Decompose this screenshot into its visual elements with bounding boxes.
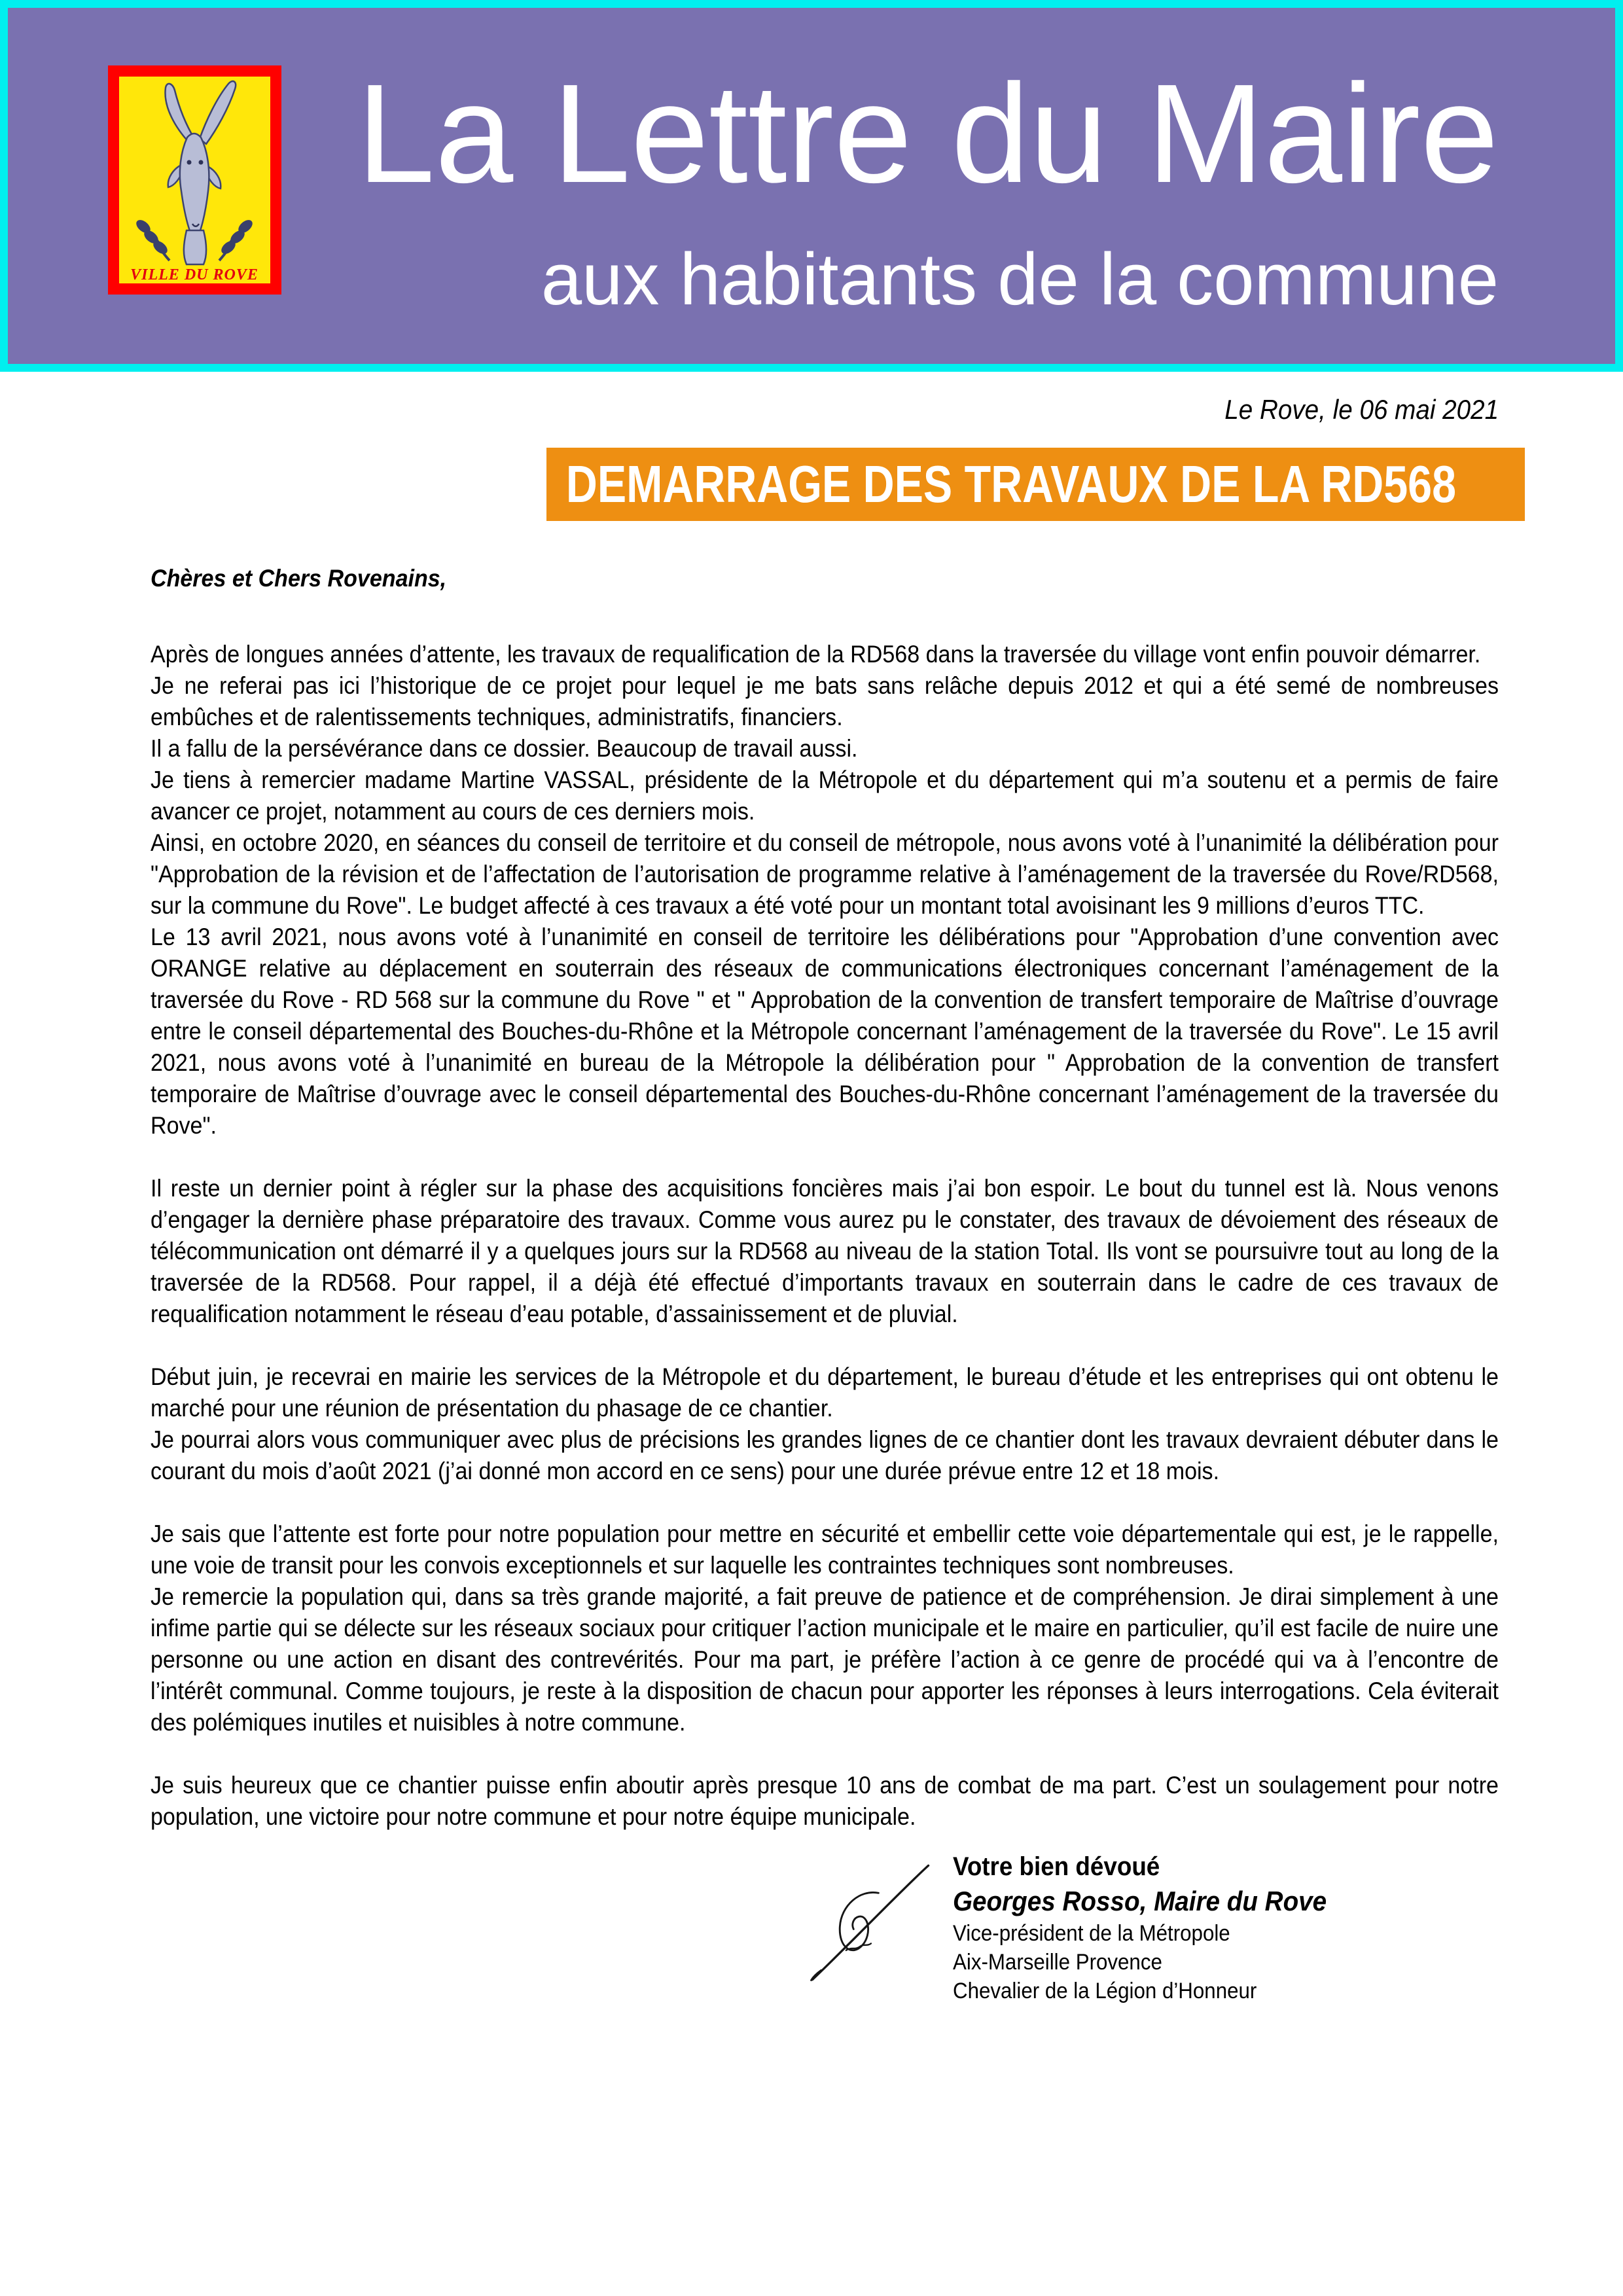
goat-head-emblem-icon [108, 65, 281, 295]
logo-caption: VILLE DU ROVE [130, 266, 259, 283]
letter-paragraph: Début juin, je recevrai en mairie les services de la Métropole et du département, le bureau d’étude et les entreprises qui ont obtenu le marché pour une réunion de présentation du phasage de ce chantier. [151, 1363, 1499, 1422]
letter-paragraph: Je pourrai alors vous communiquer avec plus de précisions les grandes lignes de ce chantier dont les travaux devraient débuter dans le courant du mois d’août 2021 (j’ai donné mon accord en ce sens) pour une durée prévue entre 12 et 18 mois. [151, 1426, 1499, 1484]
signature-title: Vice-président de la Métropole [953, 1921, 1230, 1946]
letter-paragraph: Je ne referai pas ici l’historique de ce projet pour lequel je me bats sans relâche depuis 2012 et qui a été semé de nombreuses embûches et de ralentissements techniques, administratifs, financiers. [151, 672, 1499, 730]
date-line: Le Rove, le 06 mai 2021 [1224, 394, 1499, 425]
paragraph-block [151, 1173, 1499, 1330]
newsletter-title: La Lettre du Maire [357, 54, 1499, 212]
letter-paragraph: Il reste un dernier point à régler sur la phase des acquisitions foncières mais j’ai bon espoir. Le bout du tunnel est là. Nous venons d’engager la dernière phase préparatoire des travaux. Comme vous aurez pu le constater, des travaux de dévoiement des réseaux de télécommunication ont démarré il y a quelques jours sur la RD568 au niveau de la station Total. Ils vont se poursuivre tout au long de la traversée de la RD568. Pour rappel, il a déjà été effectué d’importants travaux en souterrain dans le cadre de ces travaux de requalification notamment le réseau d’eau potable, d’assainissement et de pluvial. [151, 1175, 1499, 1327]
letter-body [0, 394, 1623, 2005]
letter-paragraph: Ainsi, en octobre 2020, en séances du conseil de territoire et du conseil de métropole, nous avons voté à l’unanimité la délibération pour "Approbation de la révision et de l’affectation de l’autorisation de programme relative à l’aménagement de la traversée du Rove/RD568, sur la commune du Rove". Le budget affecté à ces travaux a été voté pour un montant total avoisinant les 9 millions d’euros TTC. [151, 829, 1499, 919]
letter-paragraph: Je suis heureux que ce chantier puisse enfin aboutir après presque 10 ans de combat de ma part. C’est un soulagement pour notre population, une victoire pour notre commune et pour notre équipe municipale. [151, 1772, 1499, 1830]
handwritten-signature-icon [805, 1854, 936, 1991]
paragraph-block [151, 639, 1499, 1141]
signature-name: Georges Rosso, Maire du Rove [953, 1886, 1327, 1916]
header-banner [0, 0, 1623, 372]
paragraph-block [151, 1361, 1499, 1487]
letter-paragraph: Je remercie la population qui, dans sa très grande majorité, a fait preuve de patience et de compréhension. Je dirai simplement à une infime partie qui se délecte sur les réseaux sociaux pour critiquer l’action municipale et le maire en particulier, qu’il est facile de nuire une personne ou une action en disant des contrevérités. Pour ma part, je préfère l’action à ce genre de procédé qui va à l’encontre de l’intérêt communal. Comme toujours, je reste à la disposition de chacun pour apporter les réponses à leurs interrogations. Cela éviterait des polémiques inutiles et nuisibles à notre commune. [151, 1583, 1499, 1736]
ville-du-rove-logo [108, 65, 281, 295]
newsletter-subtitle: aux habitants de la commune [541, 238, 1499, 320]
letter-paragraph: Après de longues années d’attente, les travaux de requalification de la RD568 dans la traversée du village vont enfin pouvoir démarrer. [151, 641, 1481, 668]
letter-paragraph: Le 13 avril 2021, nous avons voté à l’unanimité en conseil de territoire les délibérations pour "Approbation d’une convention avec ORANGE relative au déplacement en souterrain des réseaux de communications électroniques concernant l’aménagement de la traversée du Rove - RD 568 sur la commune du Rove " et " Approbation de la convention de transfert temporaire de Maîtrise d’ouvrage entre le conseil départemental des Bouches-du-Rhône et la Métropole concernant l’aménagement de la traversée du Rove". Le 15 avril 2021, nous avons voté à l’unanimité en bureau de la Métropole la délibération pour " Approbation de la convention de transfert temporaire de Maîtrise d’ouvrage avec le conseil départemental des Bouches-du-Rhône concernant l’aménagement de la traversée du Rove". [151, 924, 1499, 1139]
letter-paragraph: Il a fallu de la persévérance dans ce dossier. Beaucoup de travail aussi. [151, 735, 858, 762]
headline-banner [546, 448, 1525, 521]
letter-paragraph: Je sais que l’attente est forte pour notre population pour mettre en sécurité et embellir cette voie départementale qui est, je le rappelle, une voie de transit pour les convois exceptionnels et sur laquelle les contraintes techniques sont nombreuses. [151, 1520, 1499, 1579]
signature-block [151, 1850, 1499, 2005]
paragraph-block [151, 1518, 1499, 1738]
headline-text: DEMARRAGE DES TRAVAUX DE LA RD568 [565, 455, 1457, 513]
signature-closing: Votre bien dévoué [953, 1852, 1160, 1881]
letter-greeting: Chères et Chers Rovenains, [151, 565, 447, 592]
paragraph-block [151, 1770, 1499, 1833]
signature-title: Aix-Marseille Provence [953, 1950, 1162, 1975]
letter-paragraph: Je tiens à remercier madame Martine VASSAL, présidente de la Métropole et du département qui m’a soutenu et a permis de faire avancer ce projet, notamment au cours de ces derniers mois. [151, 766, 1499, 825]
signature-title: Chevalier de la Légion d’Honneur [953, 1979, 1257, 2003]
